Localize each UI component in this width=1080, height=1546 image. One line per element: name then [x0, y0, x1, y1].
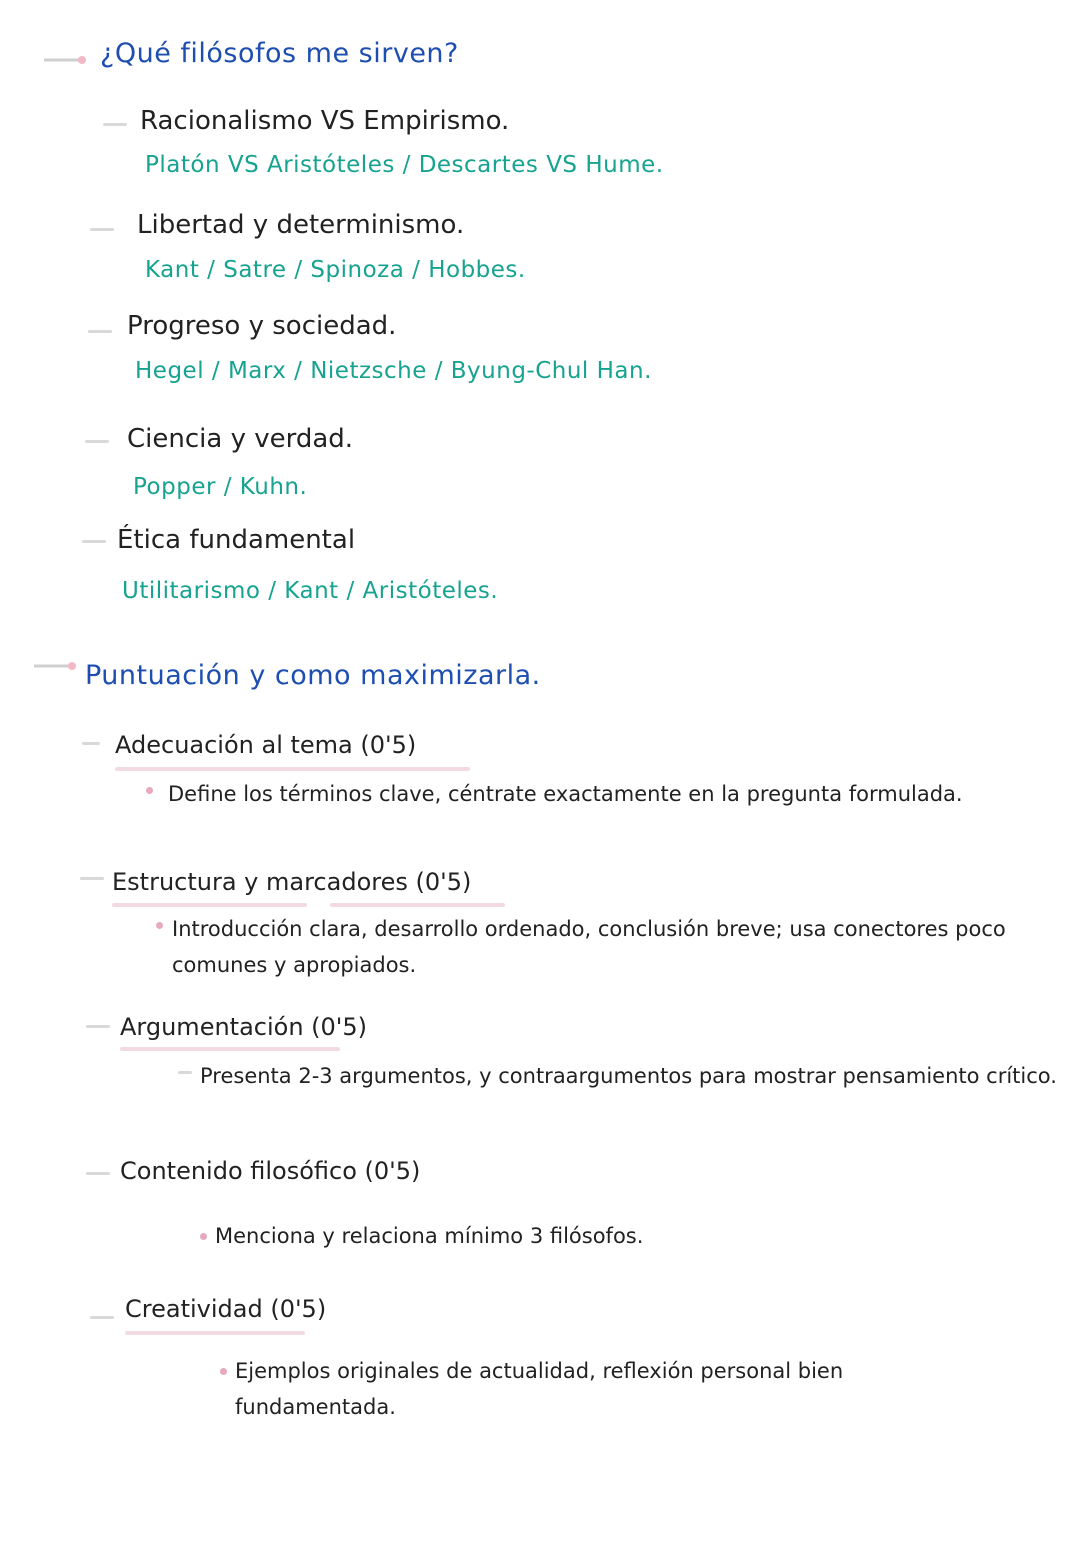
underline [112, 903, 307, 907]
arrow-icon [44, 55, 88, 65]
criterion-description: Menciona y relaciona mínimo 3 filósofos. [215, 1224, 644, 1248]
arrow-icon [34, 661, 78, 671]
topic-label: Libertad y determinismo. [137, 210, 465, 240]
underline [120, 1047, 340, 1051]
philosophers-list: Platón VS Aristóteles / Descartes VS Hume. [145, 152, 664, 178]
bullet-dot [156, 922, 163, 929]
topic-label: Ética fundamental [117, 525, 356, 555]
section-title-philosophers: ¿Qué filósofos me sirven? [100, 38, 459, 69]
bullet-dash [88, 330, 112, 333]
bullet-dash [80, 877, 104, 880]
section-title-scoring: Puntuación y como maximizarla. [85, 660, 541, 691]
underline [115, 767, 470, 771]
criterion-label: Adecuación al tema (0'5) [115, 731, 417, 759]
criterion-label: Estructura y marcadores (0'5) [112, 868, 472, 896]
criterion-description: Presenta 2-3 argumentos, y contraargumentos para mostrar pensamiento crítico. [200, 1064, 1057, 1088]
criterion-description: Ejemplos originales de actualidad, reflexión personal bien fundamentada. [235, 1359, 844, 1419]
criterion-label: Contenido filosófico (0'5) [120, 1157, 421, 1185]
bullet-dash [85, 440, 109, 443]
criterion-description: Define los términos clave, céntrate exactamente en la pregunta formulada. [168, 782, 963, 806]
bullet-dot [220, 1368, 227, 1375]
bullet-dash [103, 123, 127, 126]
bullet-dash [90, 228, 114, 231]
bullet-dash [82, 540, 106, 543]
underline [125, 1331, 305, 1335]
bullet-dash [86, 1172, 110, 1175]
philosophers-list: Utilitarismo / Kant / Aristóteles. [122, 578, 499, 604]
bullet-dash [86, 1025, 110, 1028]
topic-label: Racionalismo VS Empirismo. [140, 106, 510, 136]
philosophers-list: Popper / Kuhn. [133, 474, 308, 500]
bullet-dash [82, 742, 100, 745]
underline [330, 903, 505, 907]
bullet-dash [90, 1316, 114, 1319]
criterion-label: Creatividad (0'5) [125, 1295, 327, 1323]
bullet-dash [178, 1071, 192, 1074]
topic-label: Progreso y sociedad. [127, 311, 397, 341]
philosophers-list: Kant / Satre / Spinoza / Hobbes. [145, 257, 526, 283]
bullet-dot [146, 787, 153, 794]
criterion-label: Argumentación (0'5) [120, 1013, 368, 1041]
philosophers-list: Hegel / Marx / Nietzsche / Byung-Chul Han. [135, 358, 652, 384]
bullet-dot [200, 1233, 207, 1240]
topic-label: Ciencia y verdad. [127, 424, 354, 454]
criterion-description: Introducción clara, desarrollo ordenado, conclusión breve; usa conectores poco comunes y apropiados. [172, 917, 1006, 977]
